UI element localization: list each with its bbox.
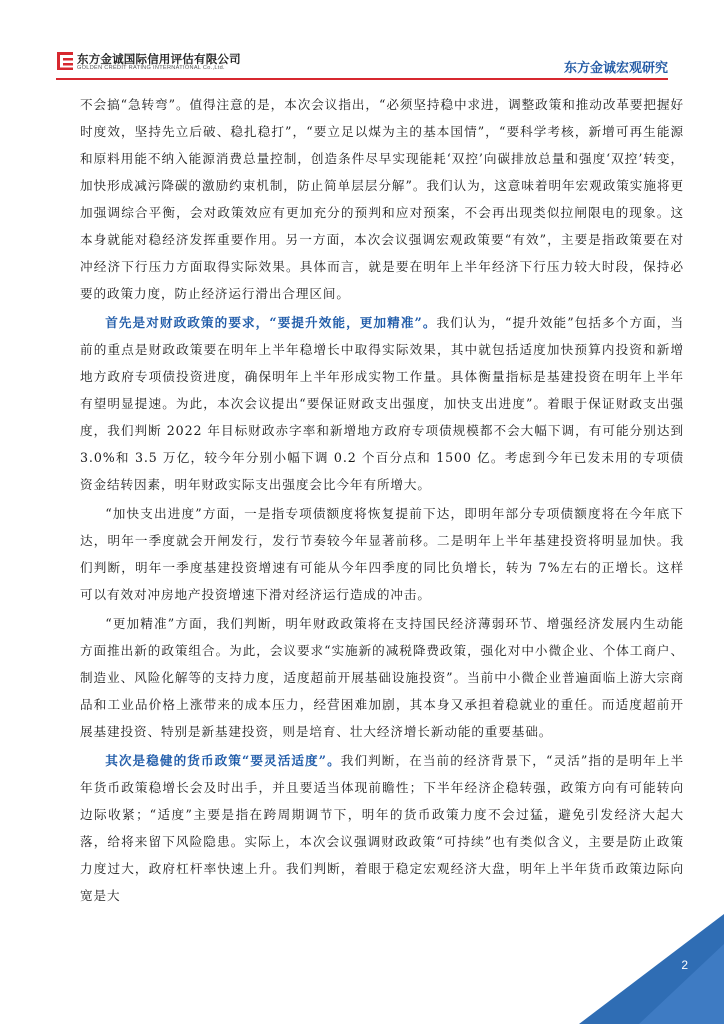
page-corner-decoration xyxy=(579,914,724,1024)
fiscal-policy-text: 我们认为，“提升效能”包括多个方面，当前的重点是财政政策要在明年上半年稳增长中取得实际效果，其中就包括适度加快预算内投资和新增地方政府专项债投资进度，确保明年上半年形成实物工作量。具体衡量指标是基建投资在明年上半年有望明显提速。为此，本次会议提出“要保证财政支出强度，加快支出进度”。着眼于保证财政支出强度，我们判断 2022 年目标财政赤字率和新增地方政府专项债规模都不会大幅下调，有可能分别达到 3.0%和 3.5 万亿，较今年分别小幅下调 0.2 个百分点和 1500 亿。考虑到今年已发未用的专项债资金结转因素，明年财政实际支出强度会比今年有所增大。 xyxy=(80,315,684,492)
company-logo-icon xyxy=(57,52,73,70)
company-name-en: GOLDEN CREDIT RATING INTERNATIONAL Co.,Ltd. xyxy=(77,65,225,71)
paragraph-fiscal-policy xyxy=(80,309,684,498)
report-series-title: 东方金诚宏观研究 xyxy=(563,61,668,76)
monetary-policy-text: 我们判断，在当前的经济背景下，“灵活”指的是明年上半年货币政策稳增长会及时出手，并且要适当体现前瞻性；下半年经济企稳转强，政策方向有可能转向边际收紧；“适度”主要是指在跨周期调节下，明年的货币政策力度不会过猛，避免引发经济大起大落，给将来留下风险隐患。实际上，本次会议强调财政政策“可持续”也有类似含义，主要是防止政策力度过大，政府杠杆率快速上升。我们判断，着眼于稳定宏观经济大盘，明年上半年货币政策边际向宽是大 xyxy=(80,753,684,903)
company-name-cn: 东方金诚国际信用评估有限公司 xyxy=(77,52,241,66)
page-header xyxy=(0,0,724,80)
paragraph-continued: 不会搞“急转弯”。值得注意的是，本次会议指出，“必须坚持稳中求进，调整政策和推动改革要把握好时度效，坚持先立后破、稳扎稳打”，“要立足以煤为主的基本国情”，“要科学考核，新增可再生能源和原料用能不纳入能源消费总量控制，创造条件尽早实现能耗‘双控’向碳排放总量和强度‘双控’转变，加快形成减污降碳的激励约束机制，防止简单层层分解”。我们认为，这意味着明年宏观政策实施将更加强调综合平衡，会对政策效应有更加充分的预判和应对预案，不会再出现类似拉闸限电的现象。这本身就能对稳经济发挥重要作用。另一方面，本次会议强调宏观政策要“有效”，主要是指政策要在对冲经济下行压力方面取得实际效果。具体而言，就是要在明年上半年经济下行压力较大时段，保持必要的政策力度，防止经济运行滑出合理区间。 xyxy=(80,97,685,301)
paragraph-precision: “更加精准”方面，我们判断，明年财政政策将在支持国民经济薄弱环节、增强经济发展内生动能方面推出新的政策组合。为此，会议要求“实施新的减税降费政策，强化对中小微企业、个体工商户、制造业、风险化解等的支持力度，适度超前开展基础设施投资”。当前中小微企业普遍面临上游大宗商品和工业品价格上涨带来的成本压力，经营困难加剧，其本身又承担着稳就业的重任。而适度超前开展基建投资、特别是新基建投资，则是培育、壮大经济增长新动能的重要基础。 xyxy=(80,616,684,739)
paragraph-monetary-policy xyxy=(80,747,684,909)
report-body xyxy=(80,91,684,909)
page-number: 2 xyxy=(681,958,688,972)
monetary-policy-heading: 其次是稳健的货币政策“要灵活适度”。 xyxy=(105,753,341,768)
paragraph-spending-progress: “加快支出进度”方面，一是指专项债额度将恢复提前下达，即明年部分专项债额度将在今年底下达，明年一季度就会开闸发行，发行节奏较今年显著前移。二是明年上半年基建投资将明显加快。我们判断，明年一季度基建投资增速有可能从今年四季度的同比负增长，转为 7%左右的正增长。这样可以有效对冲房地产投资增速下滑对经济运行造成的冲击。 xyxy=(80,506,684,602)
header-divider xyxy=(56,78,668,80)
fiscal-policy-heading: 首先是对财政政策的要求，“要提升效能，更加精准”。 xyxy=(105,315,437,330)
